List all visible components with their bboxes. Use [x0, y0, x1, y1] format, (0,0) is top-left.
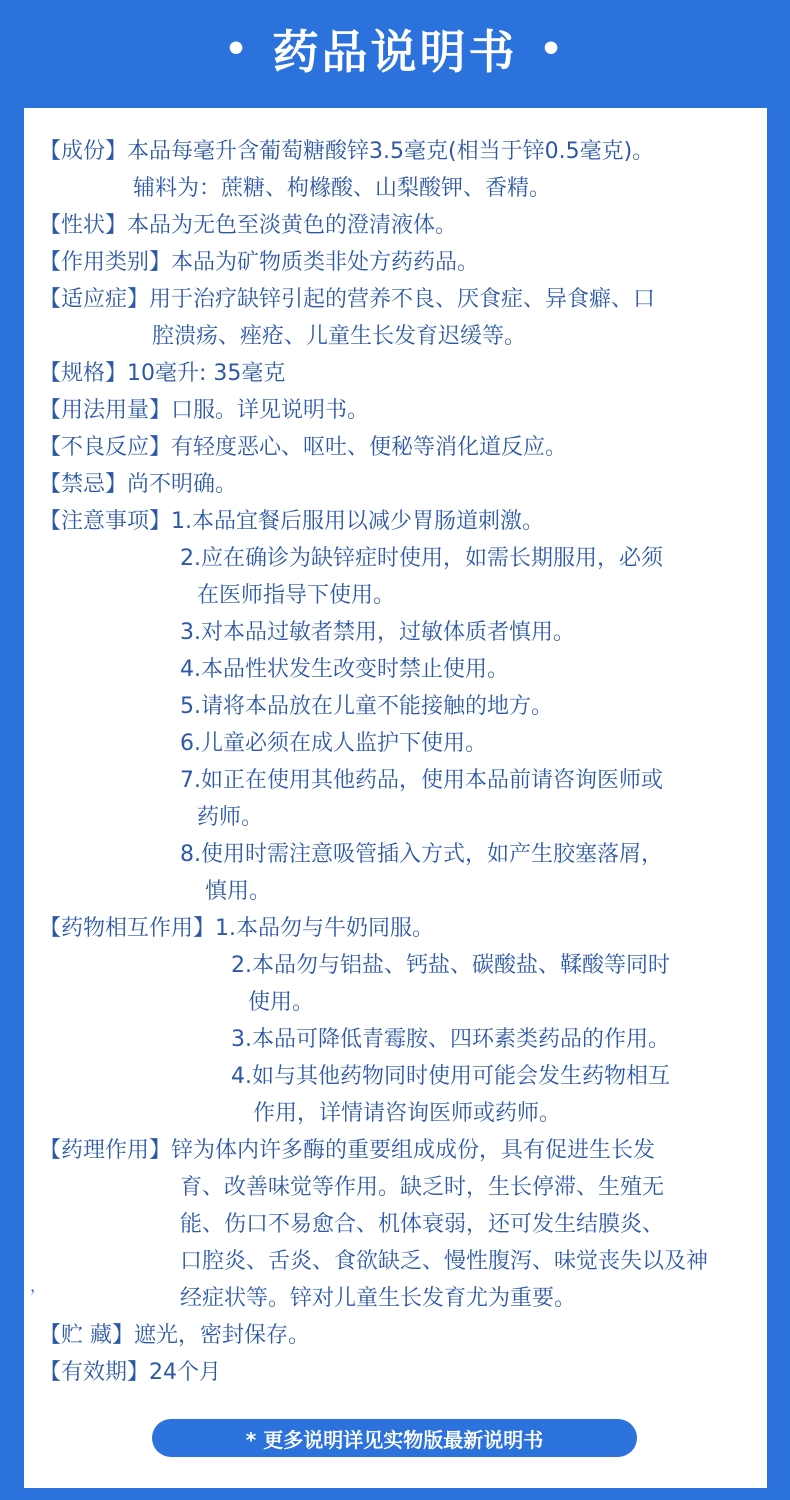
section-label: 【性状】 [39, 213, 128, 238]
list-item: 6.儿童必须在成人监护下使用。 [180, 731, 487, 756]
section-text: 本品每毫升含葡萄糖酸锌3.5毫克(相当于锌0.5毫克)。 [127, 139, 655, 164]
list-item: 4.本品性状发生改变时禁止使用。 [180, 657, 509, 682]
section-label: 【禁忌】 [39, 472, 128, 497]
title-dot-right: • [539, 28, 566, 70]
section-text: 10毫升: 35毫克 [127, 361, 286, 386]
section-label: 【规格】 [39, 361, 128, 386]
title-dot-left: • [224, 28, 251, 70]
list-item: 药师。 [197, 805, 264, 830]
list-item: 8.使用时需注意吸管插入方式，如产生胶塞落屑， [180, 842, 663, 867]
list-item: 3.对本品过敏者禁用，过敏体质者慎用。 [180, 620, 575, 645]
list-item: 1.本品宜餐后服用以减少胃肠道刺激。 [171, 509, 545, 534]
section-text: 口腔炎、舌炎、食欲缺乏、慢性腹泻、味觉丧失以及神 [180, 1249, 709, 1274]
list-item: 作用，详情请咨询医师或药师。 [253, 1101, 562, 1126]
section-text: 本品为无色至淡黄色的澄清液体。 [127, 213, 458, 238]
list-item: 3.本品可降低青霉胺、四环素类药品的作用。 [231, 1027, 670, 1052]
section-text: 口服。详见说明书。 [171, 398, 370, 423]
section-label: 【适应症】 [39, 287, 150, 312]
title-text: 药品说明书 [272, 25, 518, 79]
section-text: 用于治疗缺锌引起的营养不良、厌食症、异食癖、口 [149, 287, 656, 312]
section-text: 经症状等。锌对儿童生长发育尤为重要。 [180, 1286, 577, 1311]
section-text: 24个月 [149, 1360, 222, 1385]
footer-note-badge: * 更多说明详见实物版最新说明书 [152, 1419, 637, 1457]
section-text: 能、伤口不易愈合、机体衰弱，还可发生结膜炎、 [180, 1212, 665, 1237]
section-label: 【成份】 [39, 139, 128, 164]
list-item: 在医师指导下使用。 [197, 583, 396, 608]
section-label: 【贮 藏】 [39, 1323, 134, 1348]
list-item: 4.如与其他药物同时使用可能会发生药物相互 [231, 1064, 670, 1089]
list-item: 使用。 [248, 990, 315, 1015]
section-label: 【注意事项】 [39, 509, 172, 534]
section-label: 【不良反应】 [39, 435, 172, 460]
section-label: 【有效期】 [39, 1360, 150, 1385]
list-item: 2.本品勿与铝盐、钙盐、碳酸盐、鞣酸等同时 [231, 953, 670, 978]
section-text: 本品为矿物质类非处方药药品。 [171, 250, 480, 275]
list-item: 2.应在确诊为缺锌症时使用，如需长期服用，必须 [180, 546, 663, 571]
section-label: 【用法用量】 [39, 398, 172, 423]
section-text: 有轻度恶心、呕吐、便秘等消化道反应。 [171, 435, 568, 460]
list-item: 7.如正在使用其他药品，使用本品前请咨询医师或 [180, 768, 663, 793]
instruction-panel [24, 108, 767, 1488]
list-item: 5.请将本品放在儿童不能接触的地方。 [180, 694, 553, 719]
page-title [0, 0, 790, 98]
section-text: 腔溃疡、痤疮、儿童生长发育迟缓等。 [152, 324, 527, 349]
section-text: 育、改善味觉等作用。缺乏时，生长停滞、生殖无 [180, 1175, 665, 1200]
section-label: 【作用类别】 [39, 250, 172, 275]
section-text: 辅料为：蔗糖、枸橼酸、山梨酸钾、香精。 [133, 176, 552, 201]
list-item: 慎用。 [205, 879, 272, 904]
list-item: 1.本品勿与牛奶同服。 [215, 916, 435, 941]
section-text: 尚不明确。 [127, 472, 238, 497]
section-text: 锌为体内许多酶的重要组成成份，具有促进生长发 [171, 1138, 656, 1163]
stray-comma: ， [30, 1276, 47, 1295]
section-label: 【药理作用】 [39, 1138, 172, 1163]
section-label: 【药物相互作用】 [39, 916, 216, 941]
section-text: 遮光，密封保存。 [134, 1323, 311, 1348]
